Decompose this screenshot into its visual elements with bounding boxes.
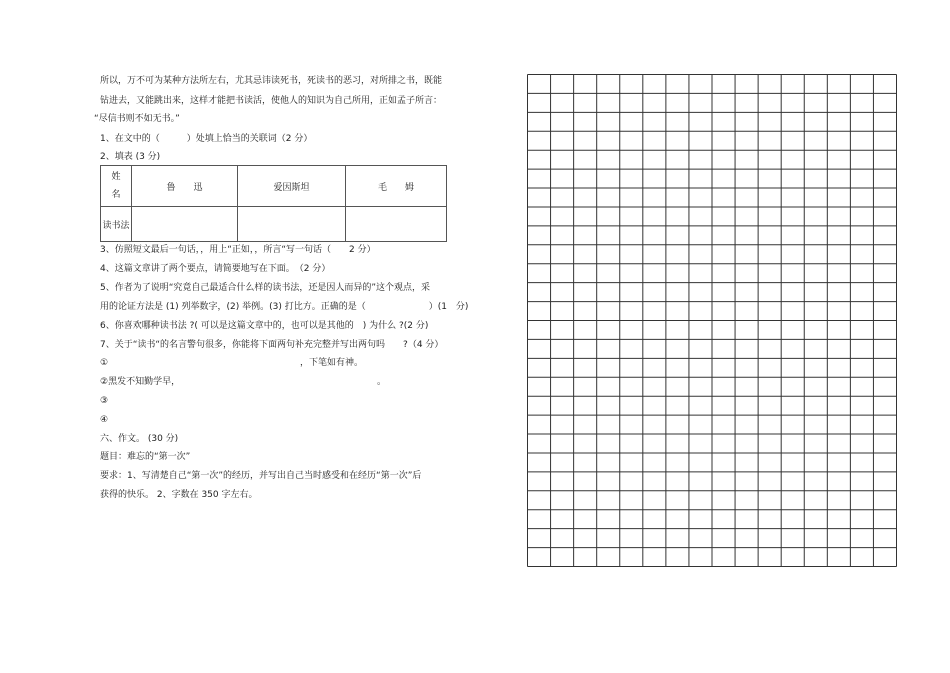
composition-title: 题目：难忘的“第一次” <box>100 452 191 462</box>
question-7-item-2: ②黑发不知勤学早， <box>100 377 181 387</box>
table-header-label-2: 名 <box>111 190 121 200</box>
writing-grid[interactable] <box>527 74 897 567</box>
question-7: 7、关于“读书“的名言警句很多，你能将下面两句补充完整并写出两句吗 ?（4 分） <box>100 340 444 350</box>
passage-line-2: 钻进去，又能跳出来，这样才能把书读活，使他人的知识为自己所用，正如孟子所言： <box>100 96 443 106</box>
table-header-luxun: 鲁 迅 <box>132 166 238 207</box>
question-4: 4、这篇文章讲了两个要点，请简要地写在下面。 （2 分） <box>100 264 331 274</box>
table-row-label: 读书法 <box>101 207 132 242</box>
composition-requirement-2: 获得的快乐。 2、字数在 350 字左右。 <box>100 490 258 500</box>
passage-line-3: “尽信书则不如无书。” <box>94 114 180 124</box>
table-header-maugham: 毛 姆 <box>346 166 447 207</box>
question-7-item-1-tail: ，下笔如有神。 <box>300 358 364 368</box>
question-7-item-3: ③ <box>100 396 109 406</box>
composition-requirement-1: 要求：1、写清楚自己“第一次”的经历，并写出自己当时感受和在经历“第一次”后 <box>100 471 422 481</box>
question-2: 2、填表 (3 分) <box>100 152 161 162</box>
passage-line-1: 所以，万不可为某种方法所左右，尤其忌讳读死书，死读书的恶习，对所排之书，既能 <box>100 76 443 86</box>
question-1: 1、在文中的（ ）处填上恰当的关联词（2 分） <box>100 134 313 144</box>
question-3: 3、仿照短文最后一句话，，用上“正如，，所言“写一句话（ 2 分） <box>100 245 376 255</box>
writing-grid-lines <box>527 74 897 567</box>
question-6: 6、你喜欢哪种读书法 ?( 可以是这篇文章中的，也可以是其他的 ) 为什么 ?(2 分) <box>100 321 429 331</box>
table-cell-maugham[interactable] <box>346 207 447 242</box>
table-cell-einstein[interactable] <box>238 207 346 242</box>
table-cell-luxun[interactable] <box>132 207 238 242</box>
table-header-einstein: 爱因斯坦 <box>238 166 346 207</box>
reading-method-table <box>100 165 447 242</box>
question-5-line-2: 用的论证方法是 (1) 列举数字，(2) 举例。(3) 打比方。正确的是（ ）(1 分) <box>100 302 469 312</box>
question-7-item-1-marker: ① <box>100 358 109 368</box>
table-header-label-1: 姓 <box>111 172 121 182</box>
question-7-item-4: ④ <box>100 415 109 425</box>
composition-section-heading: 六、作文。 (30 分) <box>100 434 179 444</box>
question-5-line-1: 5、作者为了说明“究竟自己最适合什么样的读书法，还是因人而异的”这个观点，采 <box>100 283 431 293</box>
table-header-label <box>101 166 132 207</box>
question-7-item-2-end: 。 <box>377 377 387 387</box>
